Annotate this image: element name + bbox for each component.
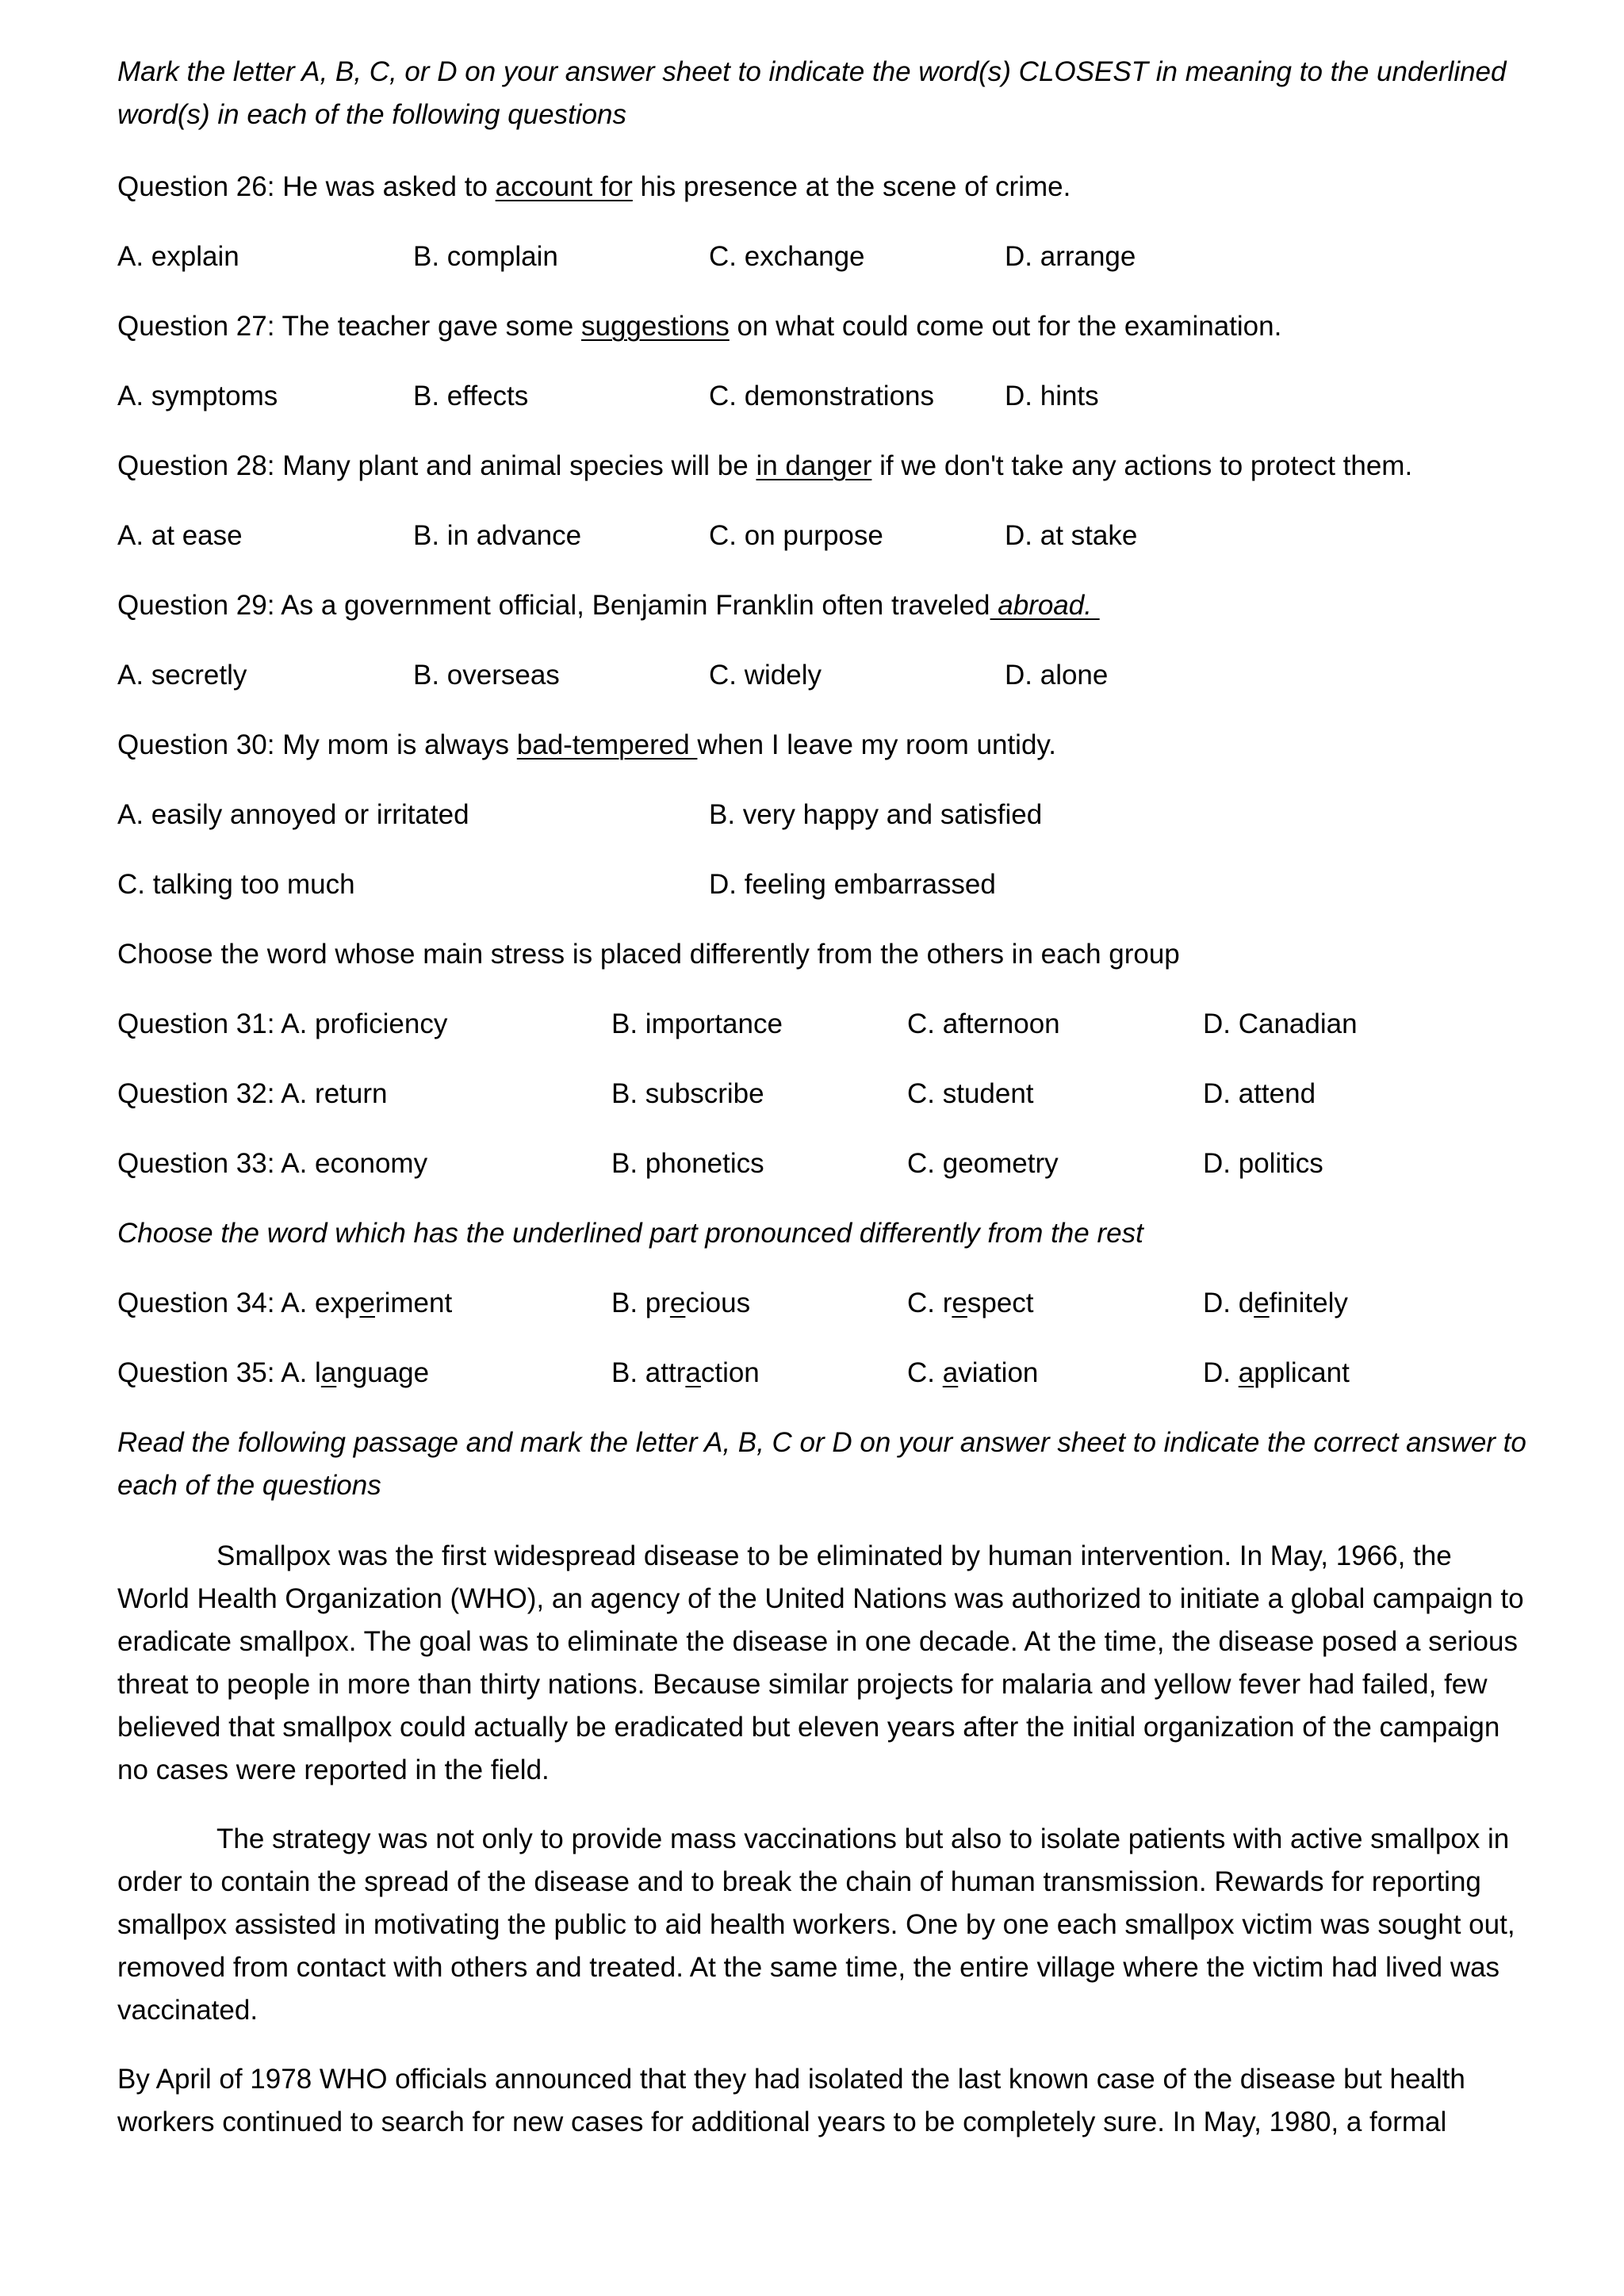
option-30-a[interactable]: A. easily annoyed or irritated (117, 799, 469, 830)
passage-paragraph-2: The strategy was not only to provide mass vaccinations but also to isolate patients with active smallpox in order to contain the spread of the disease and to break the chain of human transmission. Rewards for reporting smallpox assisted in motivating the public to aid health workers. One by one each smallpox victim was sought out, removed from contact with others and treated. At the same time, the entire village where the victim had lived was vaccinated. (117, 1823, 1515, 2026)
option-31-a[interactable]: Question 31: A. proficiency (117, 1008, 448, 1039)
question-27-stem-end: on what could come out for the examination. (729, 311, 1282, 342)
option-33-b[interactable]: B. phonetics (611, 1148, 764, 1179)
option-35-d-pre: D. (1203, 1357, 1239, 1388)
instruction-reading-line2: each of the questions (117, 1470, 381, 1501)
question-30-stem-end: when I leave my room untidy. (697, 729, 1057, 760)
option-26-a[interactable]: A. explain (117, 241, 239, 272)
instruction-pronunciation: Choose the word which has the underlined part pronounced differently from the rest (117, 1218, 1143, 1249)
option-26-c[interactable]: C. exchange (709, 241, 865, 272)
option-35-b[interactable] (611, 1352, 760, 1395)
question-26-underlined: account for (495, 171, 633, 202)
option-35-a-underlined: a (320, 1357, 337, 1388)
option-34-d-underlined: e (1254, 1288, 1270, 1318)
option-31-c[interactable]: C. afternoon (907, 1008, 1060, 1039)
instruction-reading-line1: Read the following passage and mark the letter A, B, C or D on your answer sheet to indicate the correct answer to (117, 1427, 1526, 1458)
passage-paragraph-1: Smallpox was the first widespread disease to be eliminated by human intervention. In May, 1966, the World Health Organization (WHO), an agency of the United Nations was authorized to initiate a global campaign to eradicate smallpox. The goal was to eliminate the disease in one decade. At the time, the disease posed a serious threat to people in more than thirty nations. Because similar projects for malaria and yellow fever had failed, few believed that smallpox could actually be eradicated but eleven years after the initial organization of the campaign no cases were reported in the field. (117, 1540, 1524, 1785)
question-28-stem: Question 28: Many plant and animal species will be (117, 450, 756, 481)
option-28-a[interactable]: A. at ease (117, 520, 243, 551)
option-27-a[interactable]: A. symptoms (117, 381, 278, 411)
option-35-c-pre: C. (907, 1357, 943, 1388)
question-28-underlined: in danger (756, 450, 872, 481)
option-32-b[interactable]: B. subscribe (611, 1078, 764, 1109)
option-29-a[interactable]: A. secretly (117, 660, 247, 691)
option-27-d[interactable]: D. hints (1005, 381, 1099, 411)
option-34-a[interactable] (117, 1282, 452, 1325)
option-35-d-underlined: a (1238, 1357, 1254, 1388)
question-30 (117, 724, 1056, 767)
option-35-b-post: ction (700, 1357, 760, 1388)
passage-paragraph-3: By April of 1978 WHO officials announced that they had isolated the last known case of the disease but health workers continued to search for new cases for additional years to be completely sure. In May, 1980, a formal (117, 2064, 1465, 2137)
option-34-d[interactable] (1203, 1282, 1348, 1325)
option-34-c[interactable] (907, 1282, 1034, 1325)
option-34-b[interactable] (611, 1282, 750, 1325)
option-28-c[interactable]: C. on purpose (709, 520, 883, 551)
option-33-d[interactable]: D. politics (1203, 1148, 1323, 1179)
option-31-b[interactable]: B. importance (611, 1008, 783, 1039)
option-35-a-post: nguage (336, 1357, 430, 1388)
option-28-d[interactable]: D. at stake (1005, 520, 1138, 551)
option-29-b[interactable]: B. overseas (413, 660, 560, 691)
option-31-d[interactable]: D. Canadian (1203, 1008, 1358, 1039)
option-34-a-underlined: e (359, 1288, 375, 1318)
instruction-synonyms-line1: Mark the letter A, B, C, or D on your answer sheet to indicate the word(s) CLOSEST in meaning to the underlined (117, 56, 1507, 87)
option-28-b[interactable]: B. in advance (413, 520, 582, 551)
question-28-stem-end: if we don't take any actions to protect them. (871, 450, 1413, 481)
option-35-b-pre: B. attr (611, 1357, 686, 1388)
question-29-underlined: abroad. (990, 590, 1100, 621)
option-26-d[interactable]: D. arrange (1005, 241, 1136, 272)
question-27-stem: Question 27: The teacher gave some (117, 311, 581, 342)
question-26-stem-end: his presence at the scene of crime. (632, 171, 1071, 202)
option-30-c[interactable]: C. talking too much (117, 869, 355, 900)
option-32-c[interactable]: C. student (907, 1078, 1034, 1109)
option-34-c-post: spect (967, 1288, 1034, 1318)
option-35-d-post: pplicant (1254, 1357, 1350, 1388)
instruction-stress: Choose the word whose main stress is placed differently from the others in each group (117, 939, 1180, 970)
question-28 (117, 445, 1412, 488)
option-26-b[interactable]: B. complain (413, 241, 558, 272)
option-34-a-pre: Question 34: A. exp (117, 1288, 360, 1318)
option-35-d[interactable] (1203, 1352, 1350, 1395)
option-34-b-underlined: e (669, 1288, 686, 1318)
option-30-b[interactable]: B. very happy and satisfied (709, 799, 1043, 830)
option-34-c-underlined: e (952, 1288, 967, 1318)
option-27-c[interactable]: C. demonstrations (709, 381, 935, 411)
option-35-c-post: viation (958, 1357, 1039, 1388)
option-29-d[interactable]: D. alone (1005, 660, 1109, 691)
option-32-d[interactable]: D. attend (1203, 1078, 1316, 1109)
option-35-a[interactable] (117, 1352, 429, 1395)
question-26-stem: Question 26: He was asked to (117, 171, 496, 202)
option-35-c-underlined: a (942, 1357, 959, 1388)
option-35-b-underlined: a (685, 1357, 701, 1388)
option-33-c[interactable]: C. geometry (907, 1148, 1059, 1179)
question-29 (117, 584, 1100, 627)
question-26 (117, 166, 1071, 209)
option-34-d-post: finitely (1269, 1288, 1348, 1318)
question-27-underlined: suggestions (581, 311, 730, 342)
option-35-a-pre: Question 35: A. l (117, 1357, 321, 1388)
option-27-b[interactable]: B. effects (413, 381, 529, 411)
option-34-c-pre: C. r (907, 1288, 952, 1318)
option-30-d[interactable]: D. feeling embarrassed (709, 869, 996, 900)
option-33-a[interactable]: Question 33: A. economy (117, 1148, 428, 1179)
option-32-a[interactable]: Question 32: A. return (117, 1078, 388, 1109)
question-30-stem: Question 30: My mom is always (117, 729, 517, 760)
question-27 (117, 305, 1281, 348)
option-34-d-pre: D. d (1203, 1288, 1254, 1318)
instruction-synonyms-line2: word(s) in each of the following questions (117, 99, 627, 130)
option-34-b-pre: B. pr (611, 1288, 670, 1318)
question-29-stem: Question 29: As a government official, Benjamin Franklin often traveled (117, 590, 990, 621)
option-34-a-post: riment (374, 1288, 453, 1318)
option-29-c[interactable]: C. widely (709, 660, 822, 691)
question-30-underlined: bad-tempered (516, 729, 698, 760)
option-35-c[interactable] (907, 1352, 1038, 1395)
option-34-b-post: cious (685, 1288, 751, 1318)
